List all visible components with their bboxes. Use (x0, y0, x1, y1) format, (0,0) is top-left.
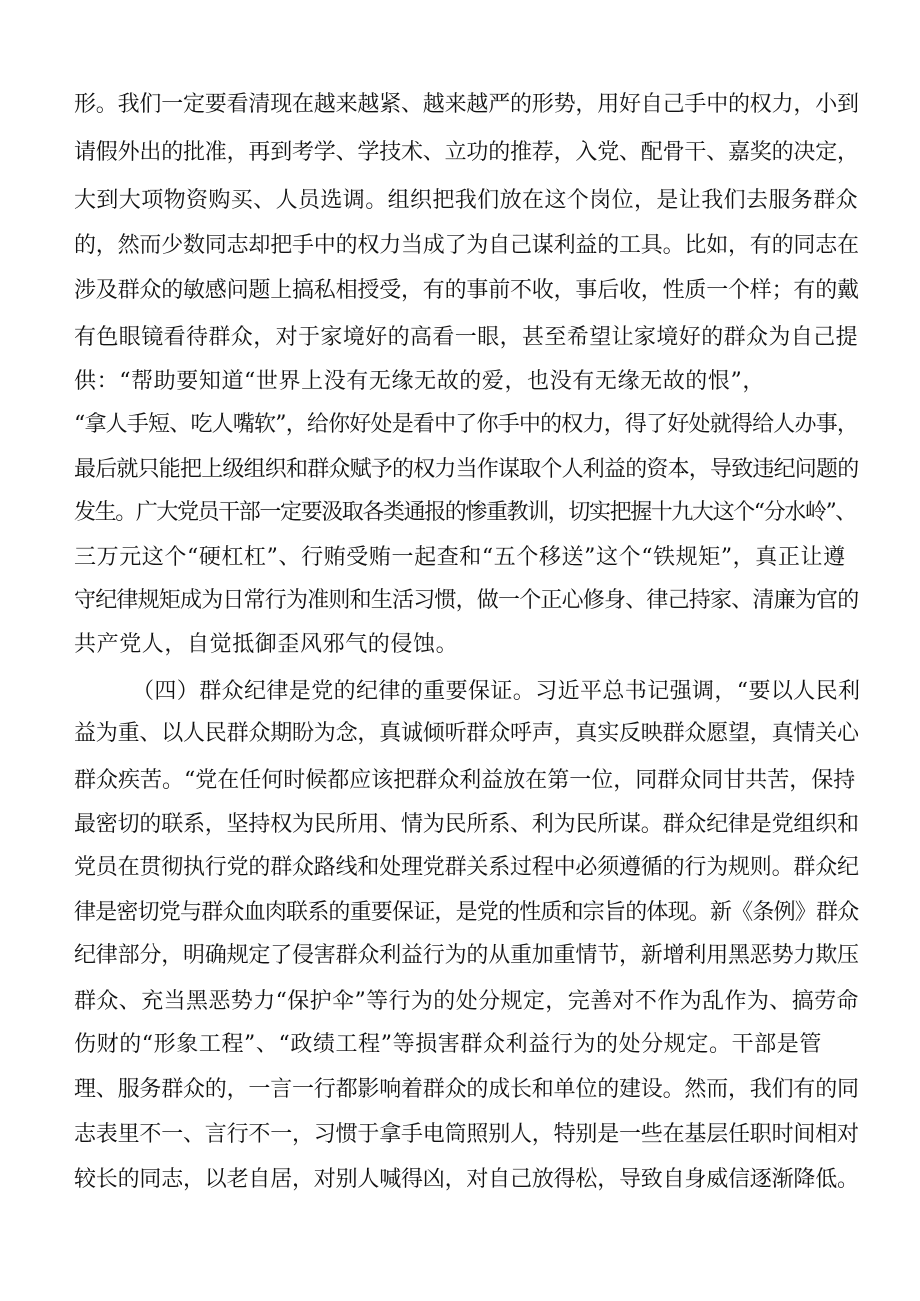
text-line: 纪律部分，明确规定了侵害群众利益行为的从重加重情节，新增利用黑恶势力欺压 (74, 943, 859, 968)
text-line: 大到大项物资购买、人员选调。组织把我们放在这个岗位，是让我们去服务群众 (74, 188, 859, 213)
text-line: 律是密切党与群众血肉联系的重要保证，是党的性质和宗旨的体现。新《条例》群众 (74, 900, 859, 925)
text-line: 群众疾苦。“党在任何时候都应该把群众利益放在第一位，同群众同甘共苦，保持 (74, 768, 856, 793)
text-line: 党员在贯彻执行党的群众路线和处理党群关系过程中必须遵循的行为规则。群众纪 (74, 855, 859, 880)
text-line: 涉及群众的敏感问题上搞私相授受，有的事前不收，事后收，性质一个样；有的戴 (74, 278, 859, 303)
text-line: 群众、充当黑恶势力“保护伞”等行为的处分规定，完善对不作为乱作为、搞劳命 (74, 989, 859, 1014)
text-line: 理、服务群众的，一言一行都影响着群众的成长和单位的建设。然而，我们有的同 (74, 1077, 859, 1102)
section-heading-line: （四）群众纪律是党的纪律的重要保证。习近平总书记强调，“要以人民利 (132, 679, 861, 704)
text-line: 有色眼镜看待群众，对于家境好的高看一眼，甚至希望让家境好的群众为自己提 (74, 325, 859, 350)
text-line: 共产党人，自觉抵御歪风邪气的侵蚀。 (74, 632, 459, 657)
text-line: 伤财的“形象工程”、“政绩工程”等损害群众利益行为的处分规定。干部是管 (74, 1032, 822, 1057)
text-line: 最后就只能把上级组织和群众赋予的权力当作谋取个人利益的资本，导致违纪问题的 (74, 457, 859, 482)
text-line: 守纪律规矩成为日常行为准则和生活习惯，做一个正心修身、律己持家、清廉为官的 (74, 588, 859, 613)
text-line: 最密切的联系，坚持权为民所用、情为民所系、利为民所谋。群众纪律是党组织和 (74, 812, 859, 837)
text-line: 发生。广大党员干部一定要汲取各类通报的惨重教训，切实把握十九大这个“分水岭”、 (74, 500, 856, 525)
text-line: 形。我们一定要看清现在越来越紧、越来越严的形势，用好自己手中的权力，小到 (74, 92, 859, 117)
text-line: 供：“帮助要知道“世界上没有无缘无故的爱，也没有无缘无故的恨”， (74, 369, 765, 394)
text-line: “拿人手短、吃人嘴软”，给你好处是看中了你手中的权力，得了好处就得给人办事， (74, 412, 859, 437)
text-line: 志表里不一、言行不一，习惯于拿手电筒照别人，特别是一些在基层任职时间相对 (74, 1122, 859, 1147)
text-line: 益为重、以人民群众期盼为念，真诚倾听群众呼声，真实反映群众愿望，真情关心 (74, 721, 859, 746)
text-line: 较长的同志，以老自居，对别人喊得凶，对自己放得松，导致自身威信逐渐降低。 (74, 1167, 859, 1192)
text-line: 三万元这个“硬杠杠”、行贿受贿一起查和“五个移送”这个“铁规矩”，真正让遵 (74, 545, 846, 570)
text-line: 请假外出的批准，再到考学、学技术、立功的推荐，入党、配骨干、嘉奖的决定， (74, 140, 859, 165)
text-line: 的，然而少数同志却把手中的权力当成了为自己谋利益的工具。比如，有的同志在 (74, 233, 859, 258)
